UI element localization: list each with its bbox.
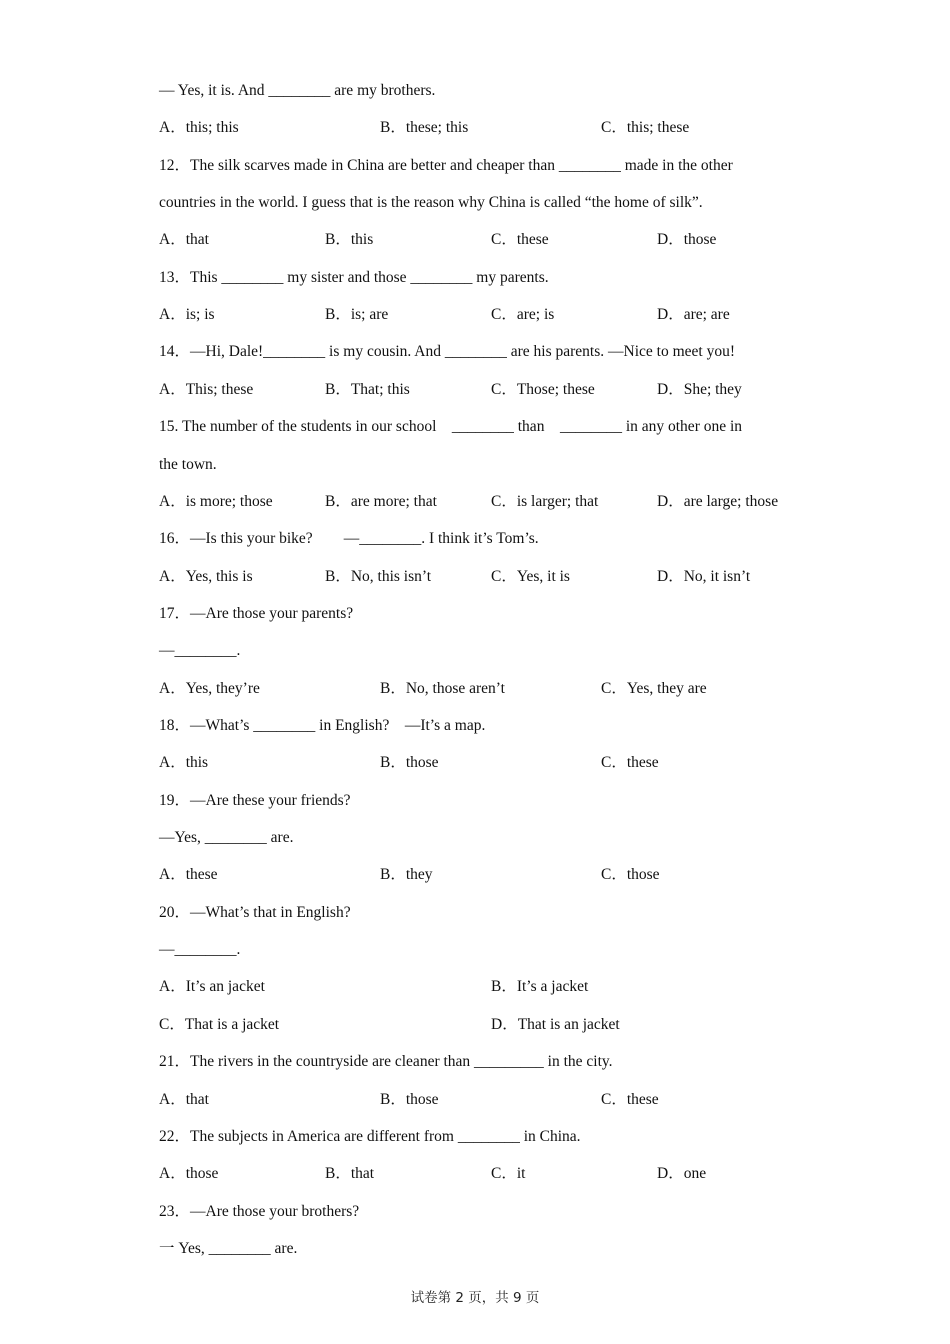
page-footer: 试卷第 2 页，共 9 页 [410, 1290, 540, 1306]
q18-option-a[interactable]: A．this [159, 754, 209, 771]
q16-option-c[interactable]: C．Yes, it is [491, 568, 570, 585]
q14-text: 14．—Hi, Dale!________ is my cousin. And ________ are his parents. —Nice to meet you! [159, 343, 735, 360]
q22-text: 22．The subjects in America are different from ________ in China. [159, 1128, 581, 1145]
q18-text: 18．—What’s ________ in English? —It’s a map. [159, 717, 486, 734]
q15-line-1: 15. The number of the students in our school ________ than ________ in any other one in [159, 418, 743, 435]
q19-option-c[interactable]: C．those [601, 866, 660, 883]
q16-option-a[interactable]: A．Yes, this is [159, 568, 253, 585]
q12-option-d[interactable]: D．those [657, 231, 717, 248]
q18-option-c[interactable]: C．these [601, 754, 659, 771]
q15-option-a[interactable]: A．is more; those [159, 493, 273, 510]
q20-answer-line: —________. [159, 941, 241, 958]
q11-option-a[interactable]: A．this; this [159, 119, 239, 136]
q16-option-b[interactable]: B．No, this isn’t [325, 568, 432, 585]
q12-option-b[interactable]: B．this [325, 231, 374, 248]
q15-line-2: the town. [159, 456, 217, 473]
q19-option-b[interactable]: B．they [380, 866, 433, 883]
q11-option-b[interactable]: B．these; this [380, 119, 469, 136]
q22-option-a[interactable]: A．those [159, 1165, 219, 1182]
q12-line-1: 12．The silk scarves made in China are better and cheaper than ________ made in the other [159, 157, 733, 174]
q21-text: 21．The rivers in the countryside are cleaner than _________ in the city. [159, 1053, 613, 1070]
q17-option-b[interactable]: B．No, those aren’t [380, 680, 505, 697]
q19-option-a[interactable]: A．these [159, 866, 218, 883]
q20-option-c[interactable]: C．That is a jacket [159, 1016, 280, 1033]
q21-option-c[interactable]: C．these [601, 1091, 659, 1108]
q16-text: 16．—Is this your bike? —________. I think it’s Tom’s. [159, 530, 539, 547]
q13-option-b[interactable]: B．is; are [325, 306, 389, 323]
q19-answer-line: —Yes, ________ are. [159, 829, 294, 846]
q12-line-2: countries in the world. I guess that is the reason why China is called “the home of silk”. [159, 194, 703, 211]
q14-option-a[interactable]: A．This; these [159, 381, 254, 398]
q13-text: 13．This ________ my sister and those ________ my parents. [159, 269, 549, 286]
q20-option-b[interactable]: B．It’s a jacket [491, 978, 589, 995]
q21-option-a[interactable]: A．that [159, 1091, 209, 1108]
q23-question: 23．—Are those your brothers? [159, 1203, 360, 1220]
q11-answer-line: — Yes, it is. And ________ are my brothers. [159, 82, 436, 99]
q19-question: 19．—Are these your friends? [159, 792, 351, 809]
q15-option-b[interactable]: B．are more; that [325, 493, 437, 510]
q13-option-a[interactable]: A．is; is [159, 306, 215, 323]
q14-option-b[interactable]: B．That; this [325, 381, 410, 398]
q20-question: 20．—What’s that in English? [159, 904, 351, 921]
q20-option-d[interactable]: D．That is an jacket [491, 1016, 620, 1033]
q15-option-d[interactable]: D．are large; those [657, 493, 779, 510]
q14-option-c[interactable]: C．Those; these [491, 381, 595, 398]
q22-option-b[interactable]: B．that [325, 1165, 375, 1182]
q21-option-b[interactable]: B．those [380, 1091, 439, 1108]
q23-answer-line: 一 Yes, ________ are. [159, 1240, 298, 1257]
q13-option-c[interactable]: C．are; is [491, 306, 555, 323]
q14-option-d[interactable]: D．She; they [657, 381, 742, 398]
q20-option-a[interactable]: A．It’s an jacket [159, 978, 265, 995]
q22-option-c[interactable]: C．it [491, 1165, 526, 1182]
q17-question: 17．—Are those your parents? [159, 605, 354, 622]
q17-option-c[interactable]: C．Yes, they are [601, 680, 707, 697]
q17-answer-line: —________. [159, 642, 241, 659]
q17-option-a[interactable]: A．Yes, they’re [159, 680, 260, 697]
q18-option-b[interactable]: B．those [380, 754, 439, 771]
q13-option-d[interactable]: D．are; are [657, 306, 730, 323]
q12-option-c[interactable]: C．these [491, 231, 549, 248]
q15-option-c[interactable]: C．is larger; that [491, 493, 599, 510]
q16-option-d[interactable]: D．No, it isn’t [657, 568, 751, 585]
q12-option-a[interactable]: A．that [159, 231, 209, 248]
q11-option-c[interactable]: C．this; these [601, 119, 690, 136]
q22-option-d[interactable]: D．one [657, 1165, 707, 1182]
